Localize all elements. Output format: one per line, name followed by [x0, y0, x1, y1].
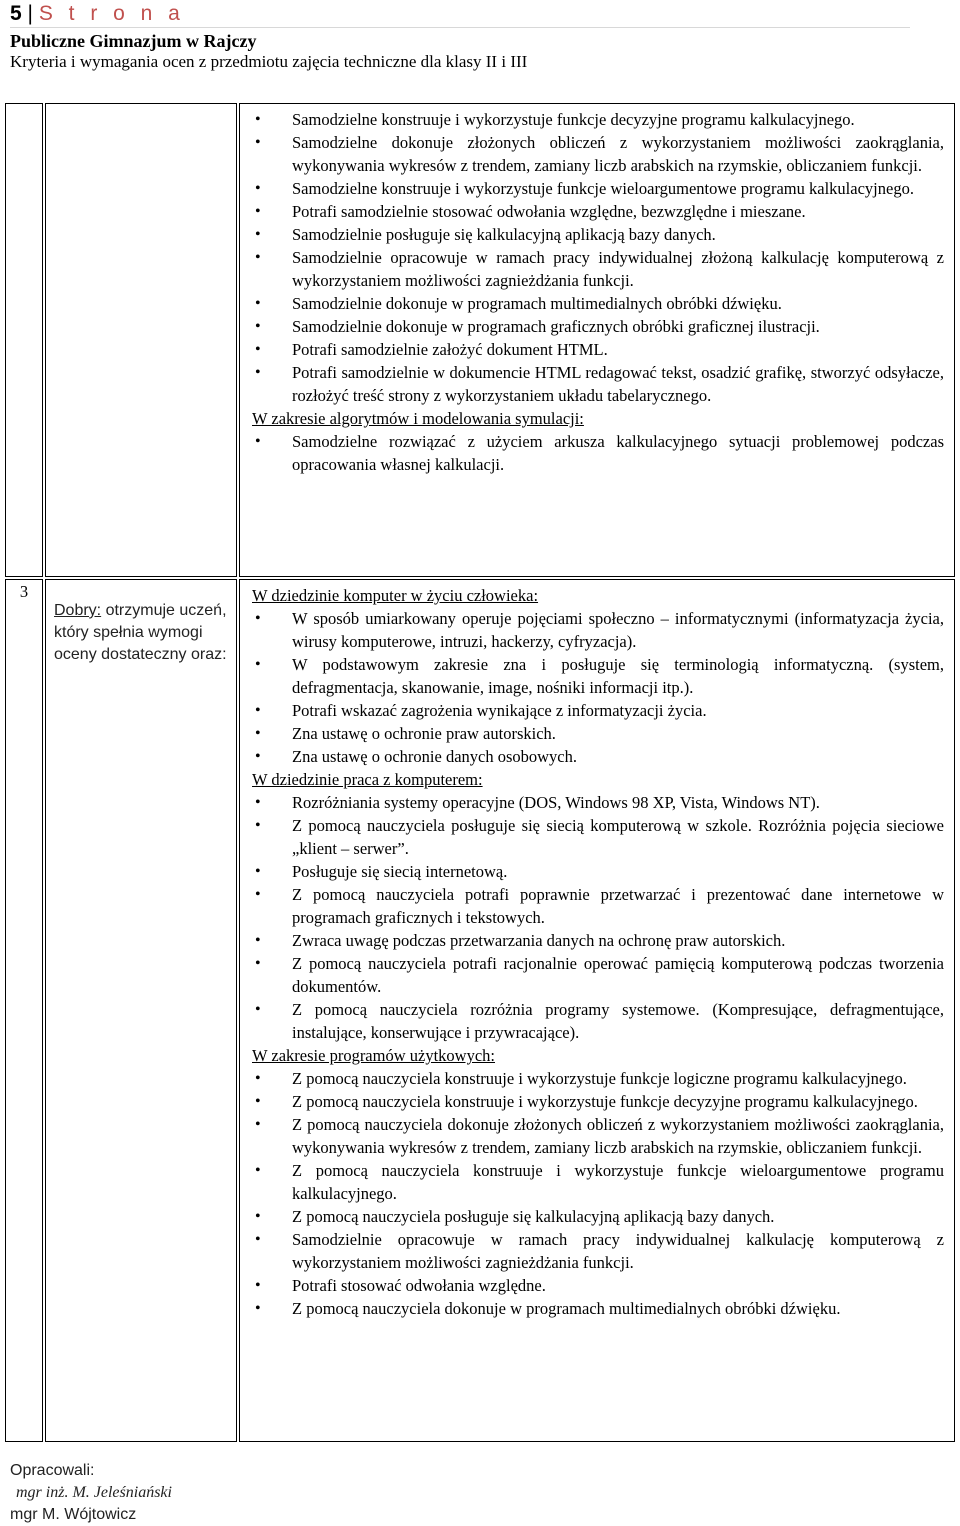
- grade-number-cell: [5, 103, 43, 577]
- document-subtitle: Kryteria i wymagania ocen z przedmiotu zajęcia techniczne dla klasy II i III: [10, 52, 528, 71]
- section-heading: W zakresie algorytmów i modelowania symulacji:: [252, 409, 584, 428]
- criteria-item: • W sposób umiarkowany operuje pojęciami społeczno – informatycznymi (informatyzacja życia, wirusy komputerowe, intruzi, hackerzy, cyfryzacja).: [246, 607, 944, 653]
- criteria-item: • Samodzielne dokonuje złożonych obliczeń z wykorzystaniem możliwości zaokrąglania, wykonywania wykresów z trendem, zamiany liczb arabskich na rzymskie, obliczaniem funkcji.: [246, 131, 944, 177]
- criteria-list: [246, 584, 944, 1320]
- criteria-item: • Samodzielnie opracowuje w ramach pracy indywidualnej złożoną kalkulację komputerową z wykorzystaniem możliwości zagnieżdżania funkcji.: [246, 246, 944, 292]
- author-name: mgr inż. M. Jeleśniański: [16, 1484, 172, 1501]
- grade-description-text: otrzymuje uczeń, który spełnia wymogi oceny dostateczny oraz:: [54, 602, 227, 663]
- grade-title: Dobry:: [54, 602, 102, 619]
- criteria-item: • Rozróżniania systemy operacyjne (DOS, Windows 98 XP, Vista, Windows NT).: [246, 791, 944, 814]
- criteria-cell: [239, 579, 955, 1442]
- criteria-item: • Zwraca uwagę podczas przetwarzania danych na ochronę praw autorskich.: [246, 929, 944, 952]
- criteria-item: • Zna ustawę o ochronie praw autorskich.: [246, 722, 944, 745]
- criteria-item: • Z pomocą nauczyciela dokonuje w programach multimedialnych obróbki dźwięku.: [246, 1297, 944, 1320]
- criteria-list: [246, 108, 944, 476]
- grade-number: 3: [19, 582, 29, 601]
- grade-number-cell: [5, 579, 43, 1442]
- grade-description-cell: [45, 103, 237, 577]
- grade-description: [46, 580, 236, 666]
- criteria-item: • Z pomocą nauczyciela konstruuje i wykorzystuje funkcje decyzyjne programu kalkulacyjnego.: [246, 1090, 944, 1113]
- school-name: Publiczne Gimnazjum w Rajczy: [10, 31, 257, 51]
- page-separator: |: [21, 2, 39, 25]
- table-row: [5, 579, 955, 1442]
- criteria-cell: [239, 103, 955, 577]
- page-word: S t r o n a: [38, 2, 185, 25]
- section-heading: W dziedzinie komputer w życiu człowieka:: [252, 586, 539, 605]
- criteria-item: • Samodzielne konstruuje i wykorzystuje funkcje wieloargumentowe programu kalkulacyjnego.: [246, 177, 944, 200]
- page-number-line: [10, 0, 910, 28]
- criteria-item: • Samodzielne rozwiązać z użyciem arkusza kalkulacyjnego sytuacji problemowej podczas opracowania własnej kalkulacji.: [246, 430, 944, 476]
- criteria-item: • Z pomocą nauczyciela rozróżnia programy systemowe. (Kompresujące, defragmentujące, instalujące, konserwujące i przywracające).: [246, 998, 944, 1044]
- criteria-item: • Posługuje się siecią internetową.: [246, 860, 944, 883]
- criteria-item: • Z pomocą nauczyciela potrafi racjonalnie operować pamięcią komputerową podczas tworzenia dokumentów.: [246, 952, 944, 998]
- criteria-item: • Samodzielnie posługuje się kalkulacyjną aplikacją bazy danych.: [246, 223, 944, 246]
- criteria-item: • Z pomocą nauczyciela konstruuje i wykorzystuje funkcje logiczne programu kalkulacyjnego.: [246, 1067, 944, 1090]
- criteria-item: • Potrafi wskazać zagrożenia wynikające z informatyzacji życia.: [246, 699, 944, 722]
- criteria-item: • Samodzielne konstruuje i wykorzystuje funkcje decyzyjne programu kalkulacyjnego.: [246, 108, 944, 131]
- criteria-item: • Z pomocą nauczyciela posługuje się kalkulacyjną aplikacją bazy danych.: [246, 1205, 944, 1228]
- criteria-item: • Samodzielnie dokonuje w programach multimedialnych obróbki dźwięku.: [246, 292, 944, 315]
- criteria-item: • Potrafi samodzielnie założyć dokument HTML.: [246, 338, 944, 361]
- criteria-item: • Z pomocą nauczyciela potrafi poprawnie przetwarzać i prezentować dane internetowe w programach graficznych i tekstowych.: [246, 883, 944, 929]
- criteria-item: • Samodzielnie opracowuje w ramach pracy indywidualnej kalkulację komputerową z wykorzystaniem możliwości zagnieżdżania funkcji.: [246, 1228, 944, 1274]
- criteria-item: • Z pomocą nauczyciela dokonuje złożonych obliczeń z wykorzystaniem możliwości zaokrąglania, wykonywania wykresów z trendem, zamiany liczb arabskich na rzymskie, obliczaniem funkcji.: [246, 1113, 944, 1159]
- authors-label: Opracowali:: [10, 1462, 95, 1479]
- section-heading: W dziedzinie praca z komputerem:: [252, 770, 483, 789]
- criteria-item: • Potrafi samodzielnie w dokumencie HTML redagować tekst, osadzić grafikę, stworzyć odsyłacze, rozłożyć treść strony z wykorzystaniem układu tabelarycznego.: [246, 361, 944, 407]
- page-number: 5: [10, 2, 22, 25]
- criteria-table: [3, 101, 957, 1444]
- criteria-item: • Z pomocą nauczyciela konstruuje i wykorzystuje funkcje wieloargumentowe programu kalkulacyjnego.: [246, 1159, 944, 1205]
- page-header: [10, 0, 950, 72]
- section-heading: W zakresie programów użytkowych:: [252, 1046, 495, 1065]
- criteria-item: • Potrafi samodzielnie stosować odwołania względne, bezwzględne i mieszane.: [246, 200, 944, 223]
- criteria-item: • Zna ustawę o ochronie danych osobowych.: [246, 745, 944, 768]
- table-row: [5, 103, 955, 577]
- criteria-item: • Z pomocą nauczyciela posługuje się siecią komputerową w szkole. Rozróżnia pojęcia sieciowe „klient – serwer”.: [246, 814, 944, 860]
- criteria-item: • Potrafi stosować odwołania względne.: [246, 1274, 944, 1297]
- criteria-item: • W podstawowym zakresie zna i posługuje się terminologią informatyczną. (system, defragmentacja, skanowanie, image, nośniki informacji itp.).: [246, 653, 944, 699]
- author-name-2: mgr M. Wójtowicz: [10, 1506, 137, 1523]
- grade-description-cell: [45, 579, 237, 1442]
- criteria-item: • Samodzielnie dokonuje w programach graficznych obróbki graficznej ilustracji.: [246, 315, 944, 338]
- authors-footer: [10, 1460, 172, 1526]
